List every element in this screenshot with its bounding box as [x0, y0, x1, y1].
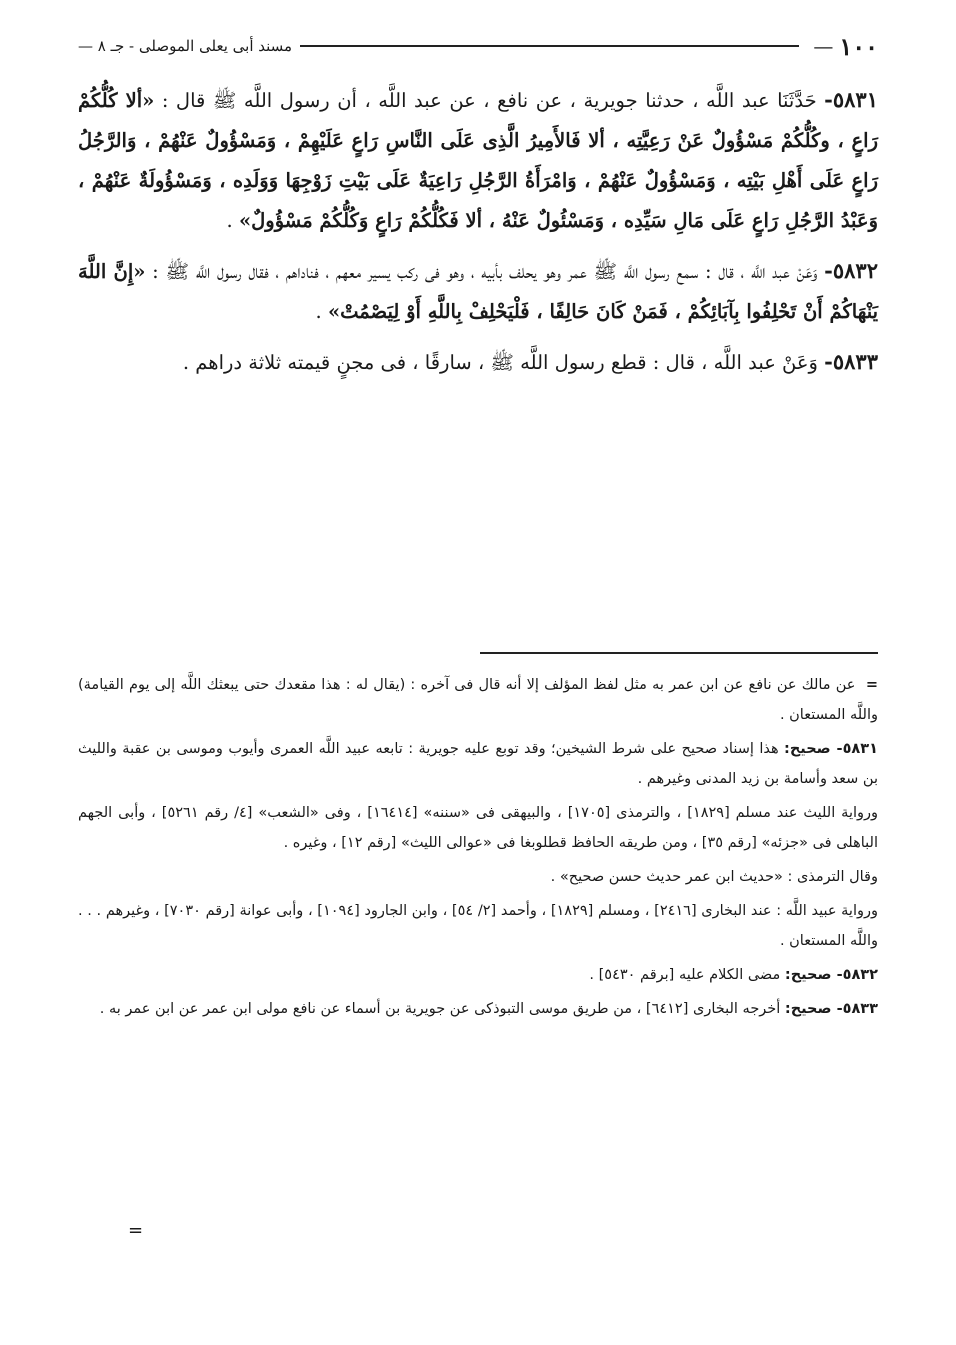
- footnote-text: وقال الترمذى : «حديث ابن عمر حديث حسن صحيح» .: [550, 869, 878, 885]
- footnote-continuation: [78, 670, 878, 730]
- footnote-divider: [480, 652, 878, 654]
- hadith-number: ٥٨٣٢-: [824, 258, 878, 283]
- footnote-5831: [78, 734, 878, 794]
- footnote-label: =: [865, 677, 878, 693]
- page-number: ١٠٠: [839, 31, 878, 61]
- footnote-text: مضى الكلام عليه [برقم ٥٤٣٠] .: [589, 967, 785, 983]
- footnote-paragraph: [78, 896, 878, 956]
- page-header: [78, 28, 878, 64]
- continuation-mark: =: [128, 1220, 144, 1241]
- hadith-intro: وَعَنْ عبد اللَّه ، قال : سمع رسول اللَّه ﷺ عمر وهو يحلف بأبيه ، وهو فى ركب يسير معهم ، فناداهم ، فقال رسول اللَّه ﷺ :: [145, 260, 825, 283]
- footnote-label: ٥٨٣٢- صحيح:: [784, 967, 878, 983]
- hadith-tail: .: [226, 209, 239, 232]
- hadith-number: ٥٨٣٣-: [824, 349, 878, 374]
- hadith-quote: «إِنَّ اللَّهَ يَنْهَاكُمْ أَنْ تَحْلِفُوا بِآبَائِكُمْ ، فَمَنْ كَانَ حَالِفًا ، فَلْيَحْلِفْ بِاللَّهِ أَوْ لِيَصْمُتْ»: [78, 260, 878, 323]
- hadith-intro: وَعَنْ عبد اللَّه ، قال : قطع رسول اللَّه ﷺ ، سارقًا ، فى مجنٍ قيمته ثلاثة دراهم .: [182, 351, 825, 374]
- footnote-label: ٥٨٣١- صحيح:: [784, 741, 878, 757]
- hadith-5832: [78, 251, 878, 332]
- header-rule: [300, 45, 799, 47]
- footnotes: [78, 670, 878, 1028]
- footnote-text: ورواية عبيد اللَّه : عند البخارى [٢٤١٦] ، ومسلم [١٨٢٩] ، وأحمد [٢/ ٥٤] ، وابن الجارود [١٠٩٤] ، وأبى عوانة [رقم ٧٠٣٠] ، وغيرهم . . . واللَّه المستعان .: [78, 903, 878, 949]
- footnote-text: عن مالك عن نافع عن ابن عمر به مثل لفظ المؤلف إلا أنه قال فى آخره : (يقال له : هذا مقعدك حتى يبعثك اللَّه إلى يوم القيامة) واللَّه المستعان .: [78, 677, 878, 723]
- hadith-intro: حَدَّثَنَا عبد اللَّه ، حدثنا جويرية ، عن نافع ، عن عبد اللَّه ، أن رسول اللَّه ﷺ قال :: [154, 89, 825, 112]
- footnote-paragraph: [78, 798, 878, 858]
- hadith-number: ٥٨٣١-: [824, 87, 878, 112]
- footnote-text: ورواية الليث عند مسلم [١٨٢٩] ، والترمذى [١٧٠٥] ، والبيهقى فى «سننه» [١٦٤١٤] ، وفى «الشعب» [٤/ رقم ٥٢٦١] ، وأبى الجهم الباهلى فى «جزئه» [رقم ٣٥] ، ومن طريقه الحافظ قطلوبغا فى «عوالى الليث» [رقم ١٢] ، وغيره .: [78, 805, 879, 851]
- footnote-paragraph: [78, 862, 878, 892]
- book-title: مسند أبى يعلى الموصلى - جـ ٨ —: [78, 37, 293, 55]
- header-dash: —: [813, 34, 834, 58]
- footnote-5833: [78, 994, 878, 1024]
- hadith-5833: [78, 342, 878, 383]
- footnote-label: ٥٨٣٣- صحيح:: [784, 1001, 878, 1017]
- footnote-text: هذا إسناد صحيح على شرط الشيخين؛ وقد توبع عليه جويرية : تابعه عبيد اللَّه العمرى وأيوب وموسى بن عقبة والليث بن سعد وأسامة بن زيد المدنى وغيرهم .: [78, 741, 878, 787]
- footnote-5832: [78, 960, 878, 990]
- hadith-5831: [78, 80, 878, 241]
- hadith-quote: «ألا كُلُّكُمْ رَاعٍ ، وكُلُّكُمْ مَسْؤُولٌ عَنْ رَعِيَّتِه ، ألا فَالأَمِيرُ الَّذِى عَلَى النَّاسِ رَاعٍ عَلَيْهِمْ ، وَمَسْؤُولٌ عَنْهُمْ ، وَالرَّجُلُ رَاعٍ عَلَى أَهْلِ بَيْتِه ، وَمَسْؤُولٌ عَنْهُمْ ، وَامْرَأَةُ الرَّجُلِ رَاعِيَةٌ عَلَى بَيْتِ زَوْجِهَا وَوَلَدِه ، وَمَسْؤُولَةٌ عَنْهُمْ ، وَعَبْدُ الرَّجُلِ رَاعٍ عَلَى مَالِ سَيِّدِه ، وَمَسْئُولٌ عَنْهُ ، ألا فَكُلُّكُمْ رَاعٍ وَكُلُّكُمْ مَسْؤُولٌ»: [78, 89, 878, 232]
- hadith-tail: .: [315, 300, 328, 323]
- main-text: [78, 80, 878, 393]
- footnote-text: أخرجه البخارى [٦٤١٢] ، من طريق موسى التبوذكى عن جويرية بن أسماء عن نافع مولى ابن عمر عن ابن عمر به .: [99, 1001, 785, 1017]
